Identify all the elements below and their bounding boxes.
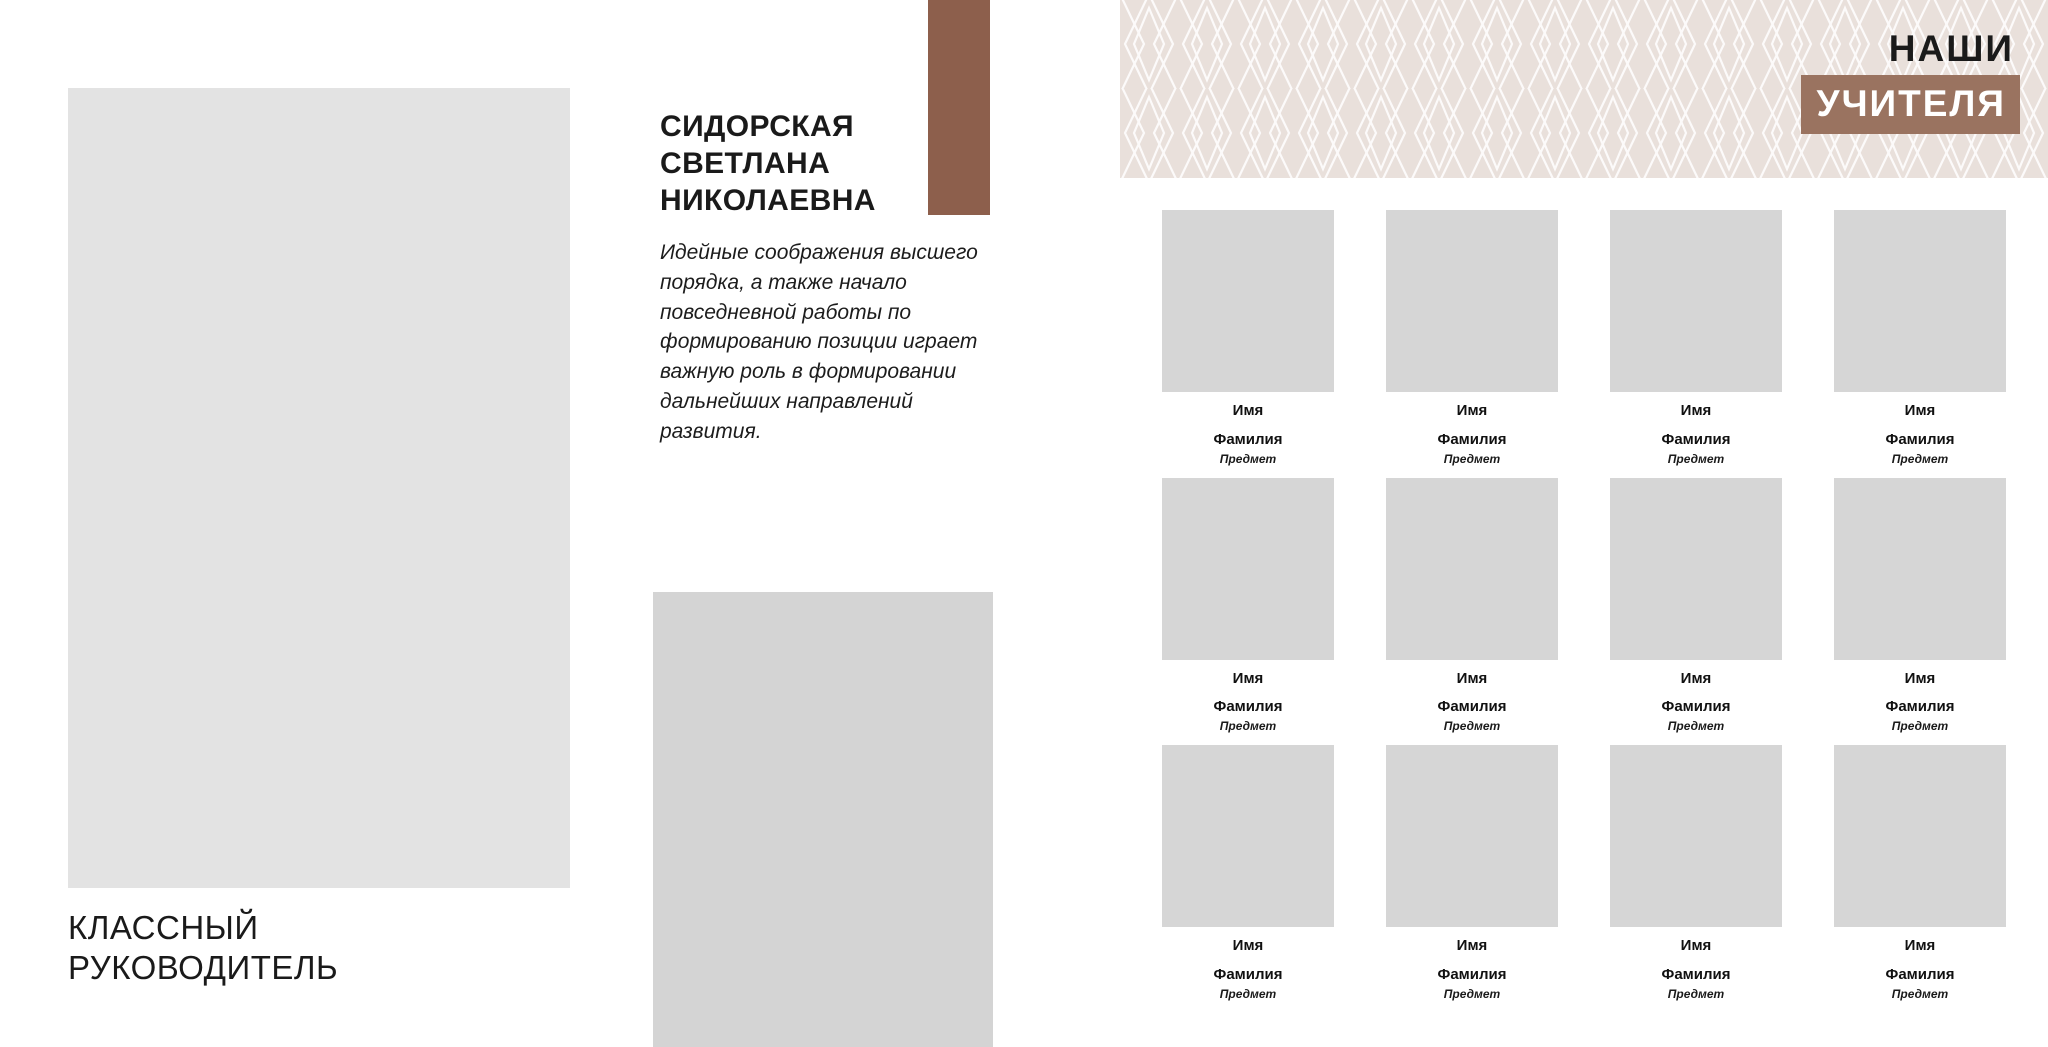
secondary-photo-placeholder [653, 592, 993, 1047]
teacher-photo-placeholder [1610, 745, 1782, 927]
teacher-subject: Предмет [1891, 719, 1949, 733]
teacher-first-name: Имя [1680, 937, 1712, 954]
teacher-last-name: Фамилия [1437, 698, 1507, 716]
teacher-subject: Предмет [1891, 451, 1949, 466]
teacher-first-name: Имя [1904, 402, 1936, 419]
teacher-last-name: Фамилия [1885, 965, 1955, 983]
teacher-photo-placeholder [1834, 745, 2006, 927]
teacher-photo-placeholder [1834, 210, 2006, 392]
teacher-card [1808, 478, 2032, 734]
teachers-grid-row [1136, 478, 2032, 734]
teacher-card [1808, 745, 2032, 1001]
teacher-first-name: Имя [1680, 402, 1712, 419]
class-teacher-bio: Идейные соображения высшего порядка, а также начало повседневной работы по формированию позиции играет важную роль в формировании дальнейших направлений развития. [660, 241, 978, 443]
teacher-first-name: Имя [1904, 669, 1936, 687]
teacher-last-name: Фамилия [1885, 698, 1955, 716]
teachers-grid [1136, 210, 2032, 1013]
teacher-last-name: Фамилия [1885, 430, 1955, 448]
teacher-subject: Предмет [1443, 719, 1501, 733]
teacher-last-name: Фамилия [1437, 430, 1507, 448]
class-teacher-photo-placeholder [68, 88, 570, 888]
teacher-card [1584, 745, 1808, 1001]
teacher-last-name: Фамилия [1213, 430, 1283, 448]
teacher-first-name: Имя [1232, 669, 1264, 687]
teacher-subject: Предмет [1443, 986, 1501, 1001]
teacher-photo-placeholder [1386, 478, 1558, 660]
teacher-subject: Предмет [1219, 719, 1277, 733]
teacher-subject: Предмет [1443, 451, 1501, 466]
header-band [1120, 0, 2048, 178]
header-title-line-2: УЧИТЕЛЯ [1801, 75, 2020, 134]
teacher-card [1136, 210, 1360, 466]
teacher-first-name: Имя [1904, 937, 1936, 954]
teacher-subject: Предмет [1219, 986, 1277, 1001]
header-title-line-1: НАШИ [1888, 28, 2014, 69]
teacher-last-name: Фамилия [1661, 698, 1731, 716]
teacher-photo-placeholder [1162, 210, 1334, 392]
right-page [1024, 0, 2048, 1024]
teacher-card [1360, 478, 1584, 734]
teacher-card [1360, 745, 1584, 1001]
teacher-subject: Предмет [1667, 986, 1725, 1001]
teacher-card [1360, 210, 1584, 466]
teacher-first-name: Имя [1232, 937, 1264, 954]
teacher-last-name: Фамилия [1661, 430, 1731, 448]
teacher-card [1808, 210, 2032, 466]
teacher-photo-placeholder [1162, 478, 1334, 660]
teacher-photo-placeholder [1610, 210, 1782, 392]
teacher-photo-placeholder [1610, 478, 1782, 660]
teacher-first-name: Имя [1680, 669, 1712, 687]
teacher-first-name: Имя [1456, 669, 1488, 687]
teacher-card [1136, 478, 1360, 734]
left-page [0, 0, 1024, 1024]
teacher-subject: Предмет [1891, 986, 1949, 1001]
teacher-last-name: Фамилия [1213, 698, 1283, 716]
teacher-last-name: Фамилия [1437, 965, 1507, 983]
teacher-subject: Предмет [1667, 719, 1725, 733]
class-teacher-name: СИДОРСКАЯ СВЕТЛАНА НИКОЛАЕВНА [660, 110, 876, 218]
teacher-first-name: Имя [1456, 402, 1488, 419]
teacher-subject: Предмет [1667, 451, 1725, 466]
teacher-first-name: Имя [1232, 402, 1264, 419]
class-teacher-section-title: КЛАССНЫЙ РУКОВОДИТЕЛЬ [68, 909, 339, 987]
teacher-last-name: Фамилия [1661, 965, 1731, 983]
teacher-card [1136, 745, 1360, 1001]
header-title-block [1801, 30, 2020, 134]
teacher-card [1584, 210, 1808, 466]
teacher-photo-placeholder [1386, 210, 1558, 392]
teachers-grid-row [1136, 210, 2032, 466]
teachers-grid-row [1136, 745, 2032, 1001]
teacher-first-name: Имя [1456, 937, 1488, 954]
teacher-subject: Предмет [1219, 451, 1277, 466]
teacher-photo-placeholder [1162, 745, 1334, 927]
teacher-card [1584, 478, 1808, 734]
teacher-last-name: Фамилия [1213, 965, 1283, 983]
teacher-photo-placeholder [1834, 478, 2006, 660]
teacher-photo-placeholder [1386, 745, 1558, 927]
